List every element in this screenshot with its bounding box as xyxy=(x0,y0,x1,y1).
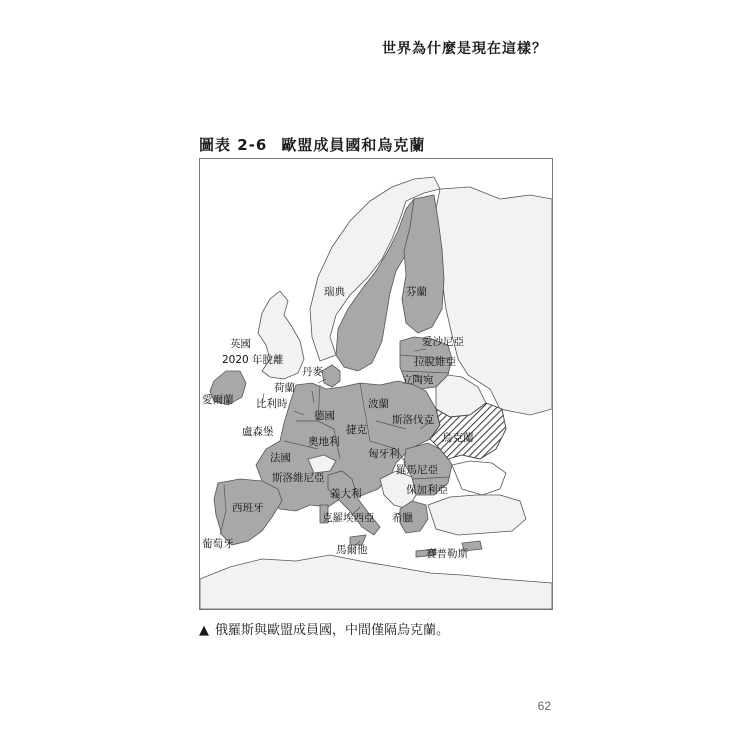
label-ireland: 愛爾蘭 xyxy=(202,394,234,406)
label-estonia: 愛沙尼亞 xyxy=(422,336,464,348)
europe-map-svg xyxy=(200,159,552,609)
label-hungary: 匈牙利 xyxy=(368,448,400,460)
figure-caption-title: 歐盟成員國和烏克蘭 xyxy=(281,136,426,154)
label-romania: 羅馬尼亞 xyxy=(396,464,438,476)
label-bulgaria: 保加利亞 xyxy=(406,484,448,496)
label-cyprus: 賽普勒斯 xyxy=(426,548,468,560)
label-luxembourg: 盧森堡 xyxy=(242,426,274,438)
label-italy: 義大利 xyxy=(330,488,362,500)
turkey-shape xyxy=(428,495,526,535)
figure-caption xyxy=(199,619,449,638)
label-brexit: 2020 年脫離 xyxy=(222,354,284,366)
label-sweden: 瑞典 xyxy=(324,286,345,298)
label-germany: 德國 xyxy=(314,410,335,422)
running-head: 世界為什麼是現在這樣？ xyxy=(382,41,547,57)
label-latvia: 拉脫維亞 xyxy=(414,356,456,368)
label-uk: 英國 xyxy=(230,338,251,350)
label-spain: 西班牙 xyxy=(232,502,264,514)
label-belgium: 比利時 xyxy=(256,398,288,410)
europe-map xyxy=(199,158,553,610)
figure-title xyxy=(199,134,425,155)
label-croatia: 克羅埃西亞 xyxy=(322,512,375,524)
label-portugal: 葡萄牙 xyxy=(202,538,234,550)
label-greece: 希臘 xyxy=(392,512,413,524)
label-austria: 奧地利 xyxy=(308,436,340,448)
label-lithuania: 立陶宛 xyxy=(402,374,434,386)
label-finland: 芬蘭 xyxy=(406,286,427,298)
label-poland: 波蘭 xyxy=(368,398,389,410)
caption-text: 俄羅斯與歐盟成員國，中間僅隔烏克蘭。 xyxy=(215,623,450,638)
label-denmark: 丹麥 xyxy=(302,366,323,378)
label-malta: 馬爾他 xyxy=(336,544,368,556)
figure-number: 圖表 2-6 xyxy=(199,136,268,154)
label-ukraine: 烏克蘭 xyxy=(442,432,474,444)
page-number: 62 xyxy=(537,699,551,713)
label-slovenia: 斯洛維尼亞 xyxy=(272,472,325,484)
label-france: 法國 xyxy=(270,452,291,464)
label-netherlands: 荷蘭 xyxy=(274,382,295,394)
label-slovakia: 斯洛伐克 xyxy=(392,414,434,426)
label-czech: 捷克 xyxy=(346,424,367,436)
caption-marker: ▲ xyxy=(199,623,209,638)
